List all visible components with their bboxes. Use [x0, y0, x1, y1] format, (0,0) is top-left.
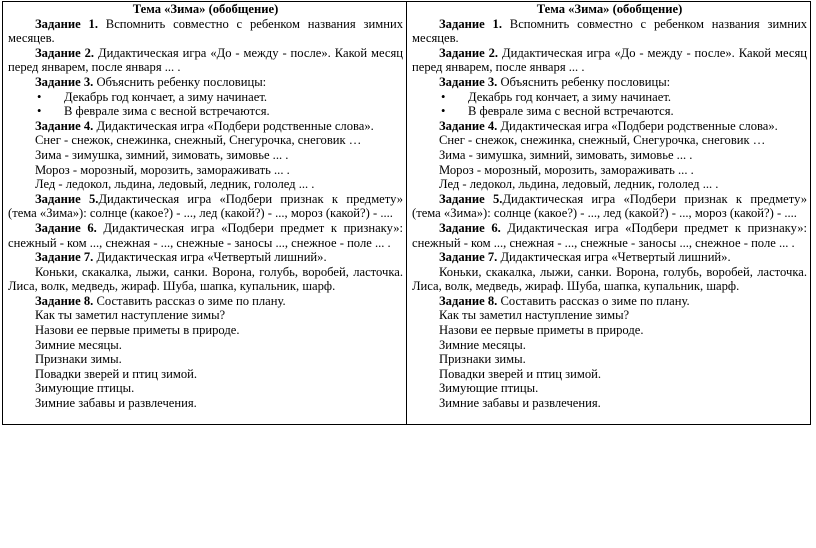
task-7 [412, 250, 807, 265]
task-4 [412, 119, 807, 134]
task-text: Дидактическая игра «Четвертый лишний». [93, 250, 327, 265]
task-4 [8, 119, 403, 134]
task-6 [8, 221, 403, 250]
task-label: Задание 3. [35, 74, 94, 89]
task-label: Задание 3. [439, 74, 498, 89]
bullet-icon: • [441, 89, 446, 104]
task-text: Дидактическая игра «До - между - после». Какой месяц перед январем, после января ... . [8, 45, 404, 75]
proverb-item: • Декабрь год кончает, а зиму начинает. [37, 89, 268, 104]
odd-one-out-words: Коньки, скакалка, лыжи, санки. Ворона, голубь, воробей, ласточка. Лиса, волк, медведь, жираф. Шуба, шапка, купальник, шарф. [8, 264, 403, 294]
task-label: Задание 4. [35, 118, 94, 133]
task-text: Вспомнить совместно с ребенком названия зимних месяцев. [8, 16, 403, 46]
task-text: Объяснить ребенку пословицы: [93, 74, 267, 89]
plan-item: Зимние забавы и развлечения. [35, 396, 197, 411]
task-label: Задание 7. [35, 250, 94, 265]
task-text: Составить рассказ о зиме по плану. [497, 293, 690, 308]
word-family-line: Мороз - морозный, морозить, замораживать ... . [35, 162, 290, 177]
plan-item: Зимние забавы и развлечения. [439, 396, 601, 411]
task-text: Дидактическая игра «Подбери родственные слова». [497, 118, 778, 133]
task-text: Дидактическая игра «Подбери предмет к признаку»: снежный - ком ..., снежная - ..., снежные - заносы ..., снежное - поле ... . [412, 220, 807, 250]
plan-item: Повадки зверей и птиц зимой. [439, 366, 602, 381]
word-family-line: Лед - ледокол, льдина, ледовый, ледник, гололед ... . [35, 177, 315, 192]
task-text: Дидактическая игра «Подбери признак к предмету» (тема «Зима»): солнце (какое?) - ..., лед (какой?) - ..., мороз (какой?) - .... [8, 191, 403, 221]
plan-item: Назови ее первые приметы в природе. [35, 323, 240, 338]
task-8 [8, 294, 403, 309]
plan-item: Назови ее первые приметы в природе. [439, 323, 644, 338]
task-label: Задание 1. [439, 16, 502, 31]
task-7 [8, 250, 403, 265]
worksheet-table [2, 1, 811, 425]
plan-item: Зимние месяцы. [35, 337, 122, 352]
task-text: Объяснить ребенку пословицы: [497, 74, 671, 89]
task-3 [8, 75, 403, 90]
plan-item: Как ты заметил наступление зимы? [35, 308, 226, 323]
task-2 [412, 46, 807, 75]
plan-item: Зимние месяцы. [439, 337, 526, 352]
task-1 [8, 17, 403, 46]
task-label: Задание 8. [439, 293, 498, 308]
task-label: Задание 7. [439, 250, 498, 265]
task-text: Составить рассказ о зиме по плану. [93, 293, 286, 308]
plan-item: Признаки зимы. [439, 352, 526, 367]
task-8 [412, 294, 807, 309]
worksheet-column-right [407, 2, 811, 425]
plan-item: Повадки зверей и птиц зимой. [35, 366, 198, 381]
task-label: Задание 6. [439, 220, 501, 235]
task-text: Дидактическая игра «Четвертый лишний». [497, 250, 731, 265]
word-family-line: Зима - зимушка, зимний, зимовать, зимовье ... . [35, 147, 289, 162]
task-label: Задание 8. [35, 293, 94, 308]
task-2 [8, 46, 403, 75]
task-text: Дидактическая игра «Подбери родственные слова». [93, 118, 374, 133]
task-text: Дидактическая игра «Подбери признак к предмету» (тема «Зима»): солнце (какое?) - ..., лед (какой?) - ..., мороз (какой?) - .... [412, 191, 807, 221]
plan-item: Признаки зимы. [35, 352, 122, 367]
task-6 [412, 221, 807, 250]
bullet-icon: • [37, 89, 42, 104]
odd-one-out-words: Коньки, скакалка, лыжи, санки. Ворона, голубь, воробей, ласточка. Лиса, волк, медведь, жираф. Шуба, шапка, купальник, шарф. [412, 264, 807, 294]
task-label: Задание 4. [439, 118, 498, 133]
worksheet-title: Тема «Зима» (обобщение) [132, 2, 279, 16]
task-text: Дидактическая игра «До - между - после». Какой месяц перед январем, после января ... . [412, 45, 808, 75]
task-label: Задание 1. [35, 16, 98, 31]
task-5 [412, 192, 807, 221]
task-label: Задание 6. [35, 220, 97, 235]
task-1 [412, 17, 807, 46]
proverb-item: • Декабрь год кончает, а зиму начинает. [441, 89, 672, 104]
worksheet-column-left [3, 2, 407, 425]
task-3 [412, 75, 807, 90]
task-label: Задание 2. [439, 45, 499, 60]
task-label: Задание 5. [35, 191, 99, 206]
word-family-line: Снег - снежок, снежинка, снежный, Снегурочка, снеговик … [35, 133, 362, 148]
bullet-icon: • [441, 104, 446, 119]
word-family-line: Снег - снежок, снежинка, снежный, Снегурочка, снеговик … [439, 133, 766, 148]
plan-item: Зимующие птицы. [35, 381, 135, 396]
task-label: Задание 2. [35, 45, 95, 60]
word-family-line: Мороз - морозный, морозить, замораживать ... . [439, 162, 694, 177]
task-5 [8, 192, 403, 221]
task-label: Задание 5. [439, 191, 503, 206]
proverb-item: • В феврале зима с весной встречаются. [441, 104, 674, 119]
plan-item: Как ты заметил наступление зимы? [439, 308, 630, 323]
worksheet-title: Тема «Зима» (обобщение) [536, 2, 683, 16]
word-family-line: Лед - ледокол, льдина, ледовый, ледник, гололед ... . [439, 177, 719, 192]
proverb-item: • В феврале зима с весной встречаются. [37, 104, 270, 119]
word-family-line: Зима - зимушка, зимний, зимовать, зимовье ... . [439, 147, 693, 162]
plan-item: Зимующие птицы. [439, 381, 539, 396]
task-text: Дидактическая игра «Подбери предмет к признаку»: снежный - ком ..., снежная - ..., снежные - заносы ..., снежное - поле ... . [8, 220, 403, 250]
task-text: Вспомнить совместно с ребенком названия зимних месяцев. [412, 16, 807, 46]
bullet-icon: • [37, 104, 42, 119]
